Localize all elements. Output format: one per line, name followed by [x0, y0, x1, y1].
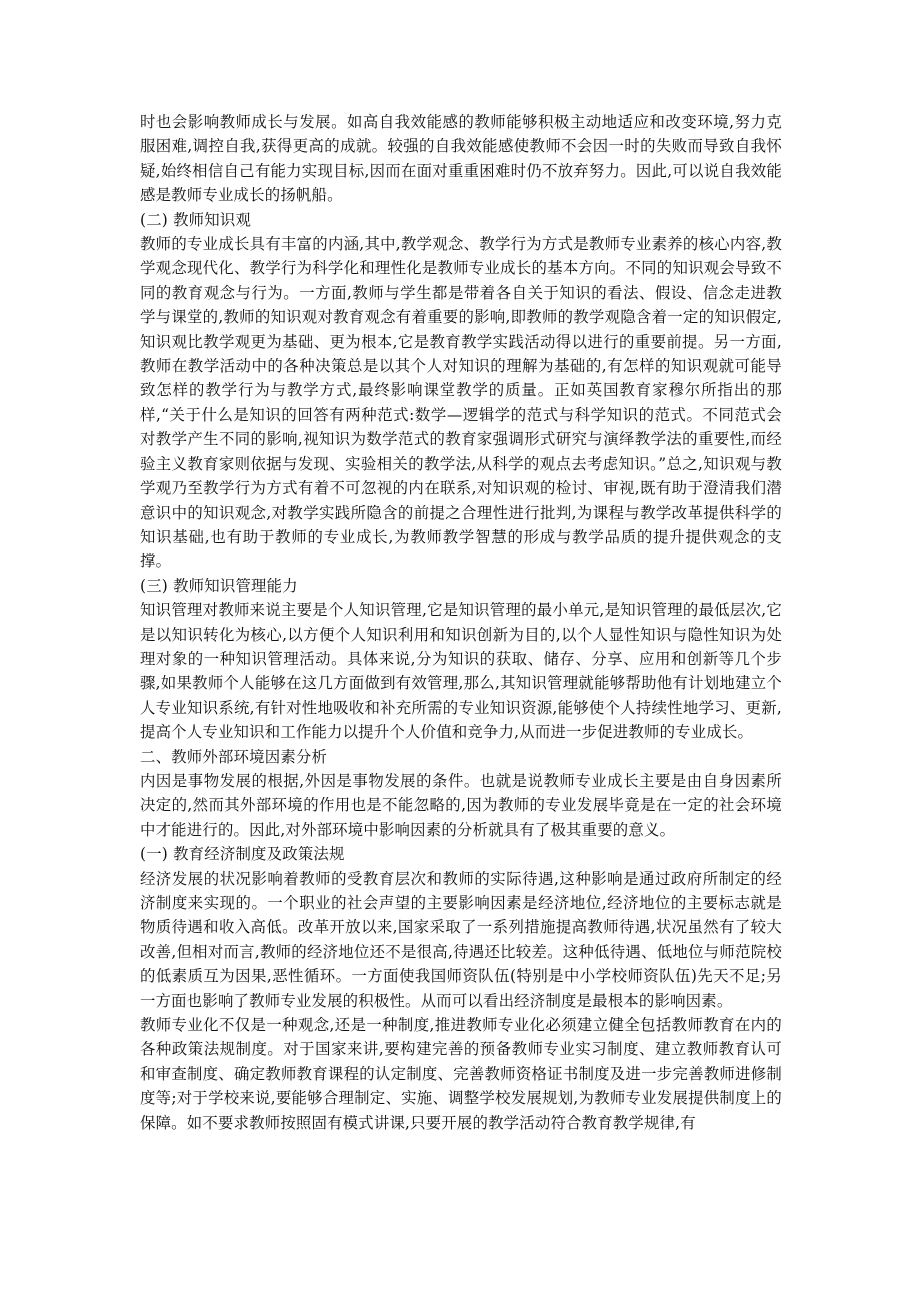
heading-economic-policy: (一) 教育经济制度及政策法规 — [140, 845, 345, 864]
paragraph-knowledge-management: 知识管理对教师来说主要是个人知识管理,它是知识管理的最小单元,是知识管理的最低层次,它是以知识转化为核心,以方便个人知识利用和知识创新为目的,以个人显性知识与隐性知识为处理对象的一种知识管理活动。具体来说,分为知识的获取、储存、分享、应用和创新等几个步骤,如果教师个人能够在这几方面做到有效管理,那么,其知识管理就能够帮助他有计划地建立个人专业知识系统,有针对性地吸收和补充所需的专业知识资源,能够使个人持续性地学习、更新,提高个人专业知识和工作能力以提升个人价值和竞争力,从而进一步促进教师的专业成长。 — [140, 601, 782, 742]
paragraph-policy-system: 教师专业化不仅是一种观念,还是一种制度,推进教师专业化必须建立健全包括教师教育在内的各种政策法规制度。对于国家来讲,要构建完善的预备教师专业实习制度、建立教师教育认可和审查制度、确定教师教育课程的认定制度、完善教师资格证书制度及进一步完善教师进修制度等;对于学校来说,要能够合理制定、实施、调整学校发展规划,为教师专业发展提供制度上的保障。如不要求教师按照固有模式讲课,只要开展的教学活动符合教育教学规律,有 — [140, 1016, 782, 1132]
paragraph-knowledge-view: 教师的专业成长具有丰富的内涵,其中,教学观念、教学行为方式是教师专业素养的核心内容,教学观念现代化、教学行为科学化和理性化是教师专业成长的基本方向。不同的知识观会导致不同的教育观念与行为。一方面,教师与学生都是带着各自关于知识的看法、假设、信念走进教学与课堂的,教师的知识观对教育观念有着重要的影响,即教师的教学观隐含着一定的知识假定,知识观比教学观更为基础、更为根本,它是教育教学实践活动得以进行的重要前提。另一方面,教师在教学活动中的各种决策总是以其个人对知识的理解为基础的,有怎样的知识观就可能导致怎样的教学行为与教学方式,最终影响课堂教学的质量。正如英国教育家穆尔所指出的那样,“关于什么是知识的回答有两种范式:数学—逻辑学的范式与科学知识的范式。不同范式会对教学产生不同的影响,视知识为数学范式的教育家强调形式研究与演绎教学法的重要性,而经验主义教育家则依据与发现、实验相关的教学法,从科学的观点去考虑知识。”总之,知识观与教学观乃至教学行为方式有着不可忽视的内在联系,对知识观的检讨、审视,既有助于澄清我们潜意识中的知识观念,对教学实践所隐含的前提之合理性进行批判,为课程与教学改革提供科学的知识基础,也有助于教师的专业成长,为教师教学智慧的形成与教学品质的提升提供观念的支撑。 — [140, 235, 782, 571]
heading-knowledge-management: (三) 教师知识管理能力 — [140, 576, 298, 595]
heading-external-factors: 二、教师外部环境因素分析 — [140, 747, 328, 766]
paragraph-self-efficacy: 时也会影响教师成长与发展。如高自我效能感的教师能够积极主动地适应和改变环境,努力克服困难,调控自我,获得更高的成就。较强的自我效能感使教师不会因一时的失败而导致自我怀疑,始终相信自己有能力实现目标,因而在面对重重困难时仍不放弃努力。因此,可以说自我效能感是教师专业成长的扬帆船。 — [140, 113, 782, 205]
heading-knowledge-view: (二) 教师知识观 — [140, 210, 252, 229]
paragraph-economic-system: 经济发展的状况影响着教师的受教育层次和教师的实际待遇,这种影响是通过政府所制定的经济制度来实现的。一个职业的社会声望的主要影响因素是经济地位,经济地位的主要标志就是物质待遇和收入高低。改革开放以来,国家采取了一系列措施提高教师待遇,状况虽然有了较大改善,但相对而言,教师的经济地位还不是很高,待遇还比较差。这种低待遇、低地位与师范院校的低素质互为因果,恶性循环。一方面使我国师资队伍(特别是中小学校师资队伍)先天不足;另一方面也影响了教师专业发展的积极性。从而可以看出经济制度是最根本的影响因素。 — [140, 869, 782, 1010]
paragraph-external-factors: 内因是事物发展的根据,外因是事物发展的条件。也就是说教师专业成长主要是由自身因素所决定的,然而其外部环境的作用也是不能忽略的,因为教师的专业发展毕竟是在一定的社会环境中才能进行的。因此,对外部环境中影响因素的分析就具有了极其重要的意义。 — [140, 771, 782, 839]
document-body — [140, 110, 782, 1135]
